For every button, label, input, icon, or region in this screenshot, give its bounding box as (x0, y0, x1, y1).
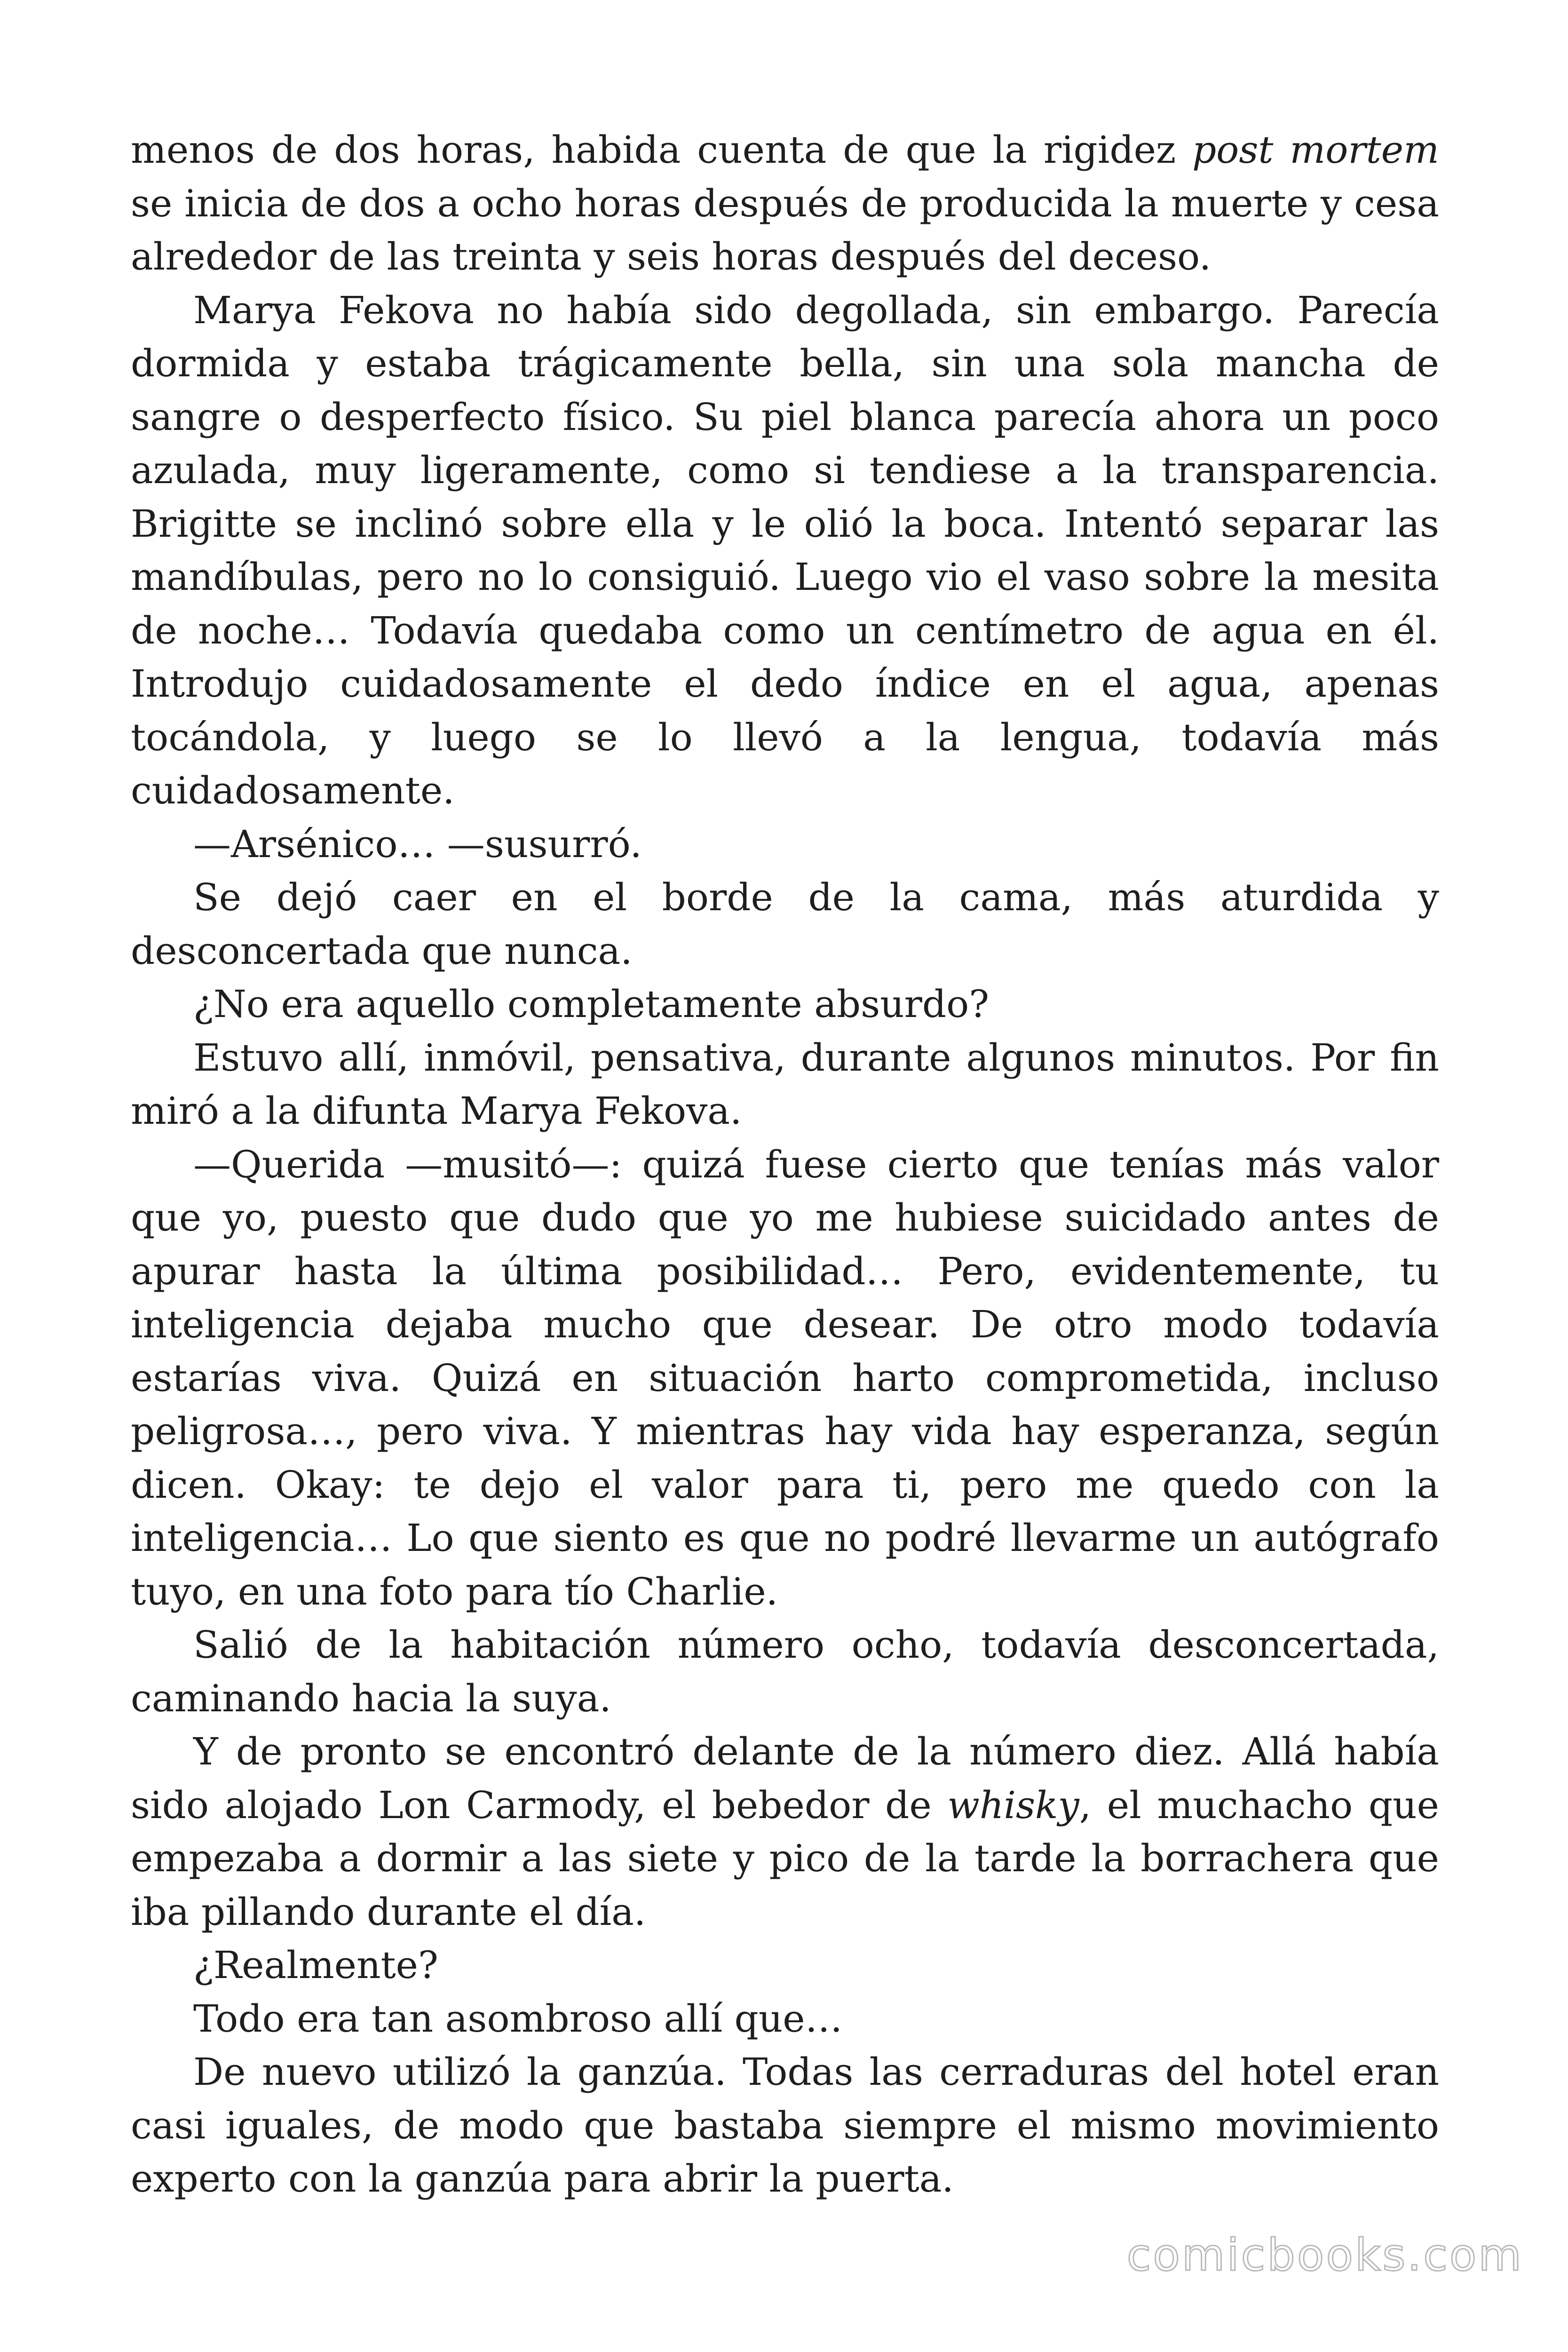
italic-term-whisky: whisky (947, 1783, 1079, 1827)
paragraph-7-dialogue: —Querida —musitó—: quizá fuese cierto que tenías más valor que yo, puesto que dudo que yo me hubiese suicidado antes de apurar hasta la última posibilidad… Pero, evidentemente, tu inteligencia dejaba mucho que desear. De otro modo todavía estarías viva. Quizá en situación harto comprometida, incluso peligrosa…, pero viva. Y mientras hay vida hay esperanza, según dicen. Okay: te dejo el valor para ti, pero me quedo con la inteligencia… Lo que siento es que no podré llevarme un autógrafo tuyo, en una foto para tío Charlie. (131, 1142, 1439, 1613)
paragraph-1 (131, 123, 1439, 284)
watermark-logo: comicbooks.com (1126, 2230, 1523, 2281)
paragraph-2: Marya Fekova no había sido degollada, sin embargo. Parecía dormida y estaba trágicamente bella, sin una sola mancha de sangre o desperfecto físico. Su piel blanca parecía ahora un poco azulada, muy ligeramente, como si tendiese a la transparencia. Brigitte se inclinó sobre ella y le olió la boca. Intentó separar las mandíbulas, pero no lo consiguió. Luego vio el vaso sobre la mesita de noche… Todavía quedaba como un centímetro de agua en él. Introdujo cuidadosamente el dedo índice en el agua, apenas tocándola, y luego se lo llevó a la lengua, todavía más cuidadosamente. (131, 288, 1439, 812)
paragraph-1-text-a: menos de dos horas, habida cuenta de que la rigidez (131, 128, 1192, 172)
paragraph-10: ¿Realmente? (193, 1943, 438, 1987)
paragraph-4: Se dejó caer en el borde de la cama, más aturdida y desconcertada que nunca. (131, 875, 1439, 973)
paragraph-9-text-a: Y de pronto se encontró delante de la número diez. Allá había sido alojado Lon Carmody, el bebedor de (131, 1730, 1439, 1827)
paragraph-8: Salió de la habitación número ocho, todavía desconcertada, caminando hacia la suya. (131, 1623, 1439, 1720)
paragraph-6: Estuvo allí, inmóvil, pensativa, durante algunos minutos. Por fin miró a la difunta Marya Fekova. (131, 1035, 1439, 1133)
paragraph-3-dialogue: —Arsénico… —susurró. (193, 822, 642, 866)
italic-term-post-mortem: post mortem (1192, 128, 1440, 172)
paragraph-5: ¿No era aquello completamente absurdo? (193, 982, 990, 1026)
paragraph-9-text-b: , el muchacho que empezaba a dormir a las siete y pico de la tarde la borrachera que iba pillando durante el día. (131, 1783, 1440, 1934)
paragraph-1-text-b: se inicia de dos a ocho horas después de producida la muerte y cesa alrededor de las treinta y seis horas después del deceso. (131, 181, 1439, 278)
body-text (131, 123, 1439, 2206)
paragraph-11: Todo era tan asombroso allí que… (193, 1996, 843, 2041)
paragraph-12: De nuevo utilizó la ganzúa. Todas las cerraduras del hotel eran casi iguales, de modo que bastaba siempre el mismo movimiento experto con la ganzúa para abrir la puerta. (131, 2050, 1439, 2201)
paragraph-9 (131, 1725, 1439, 1939)
